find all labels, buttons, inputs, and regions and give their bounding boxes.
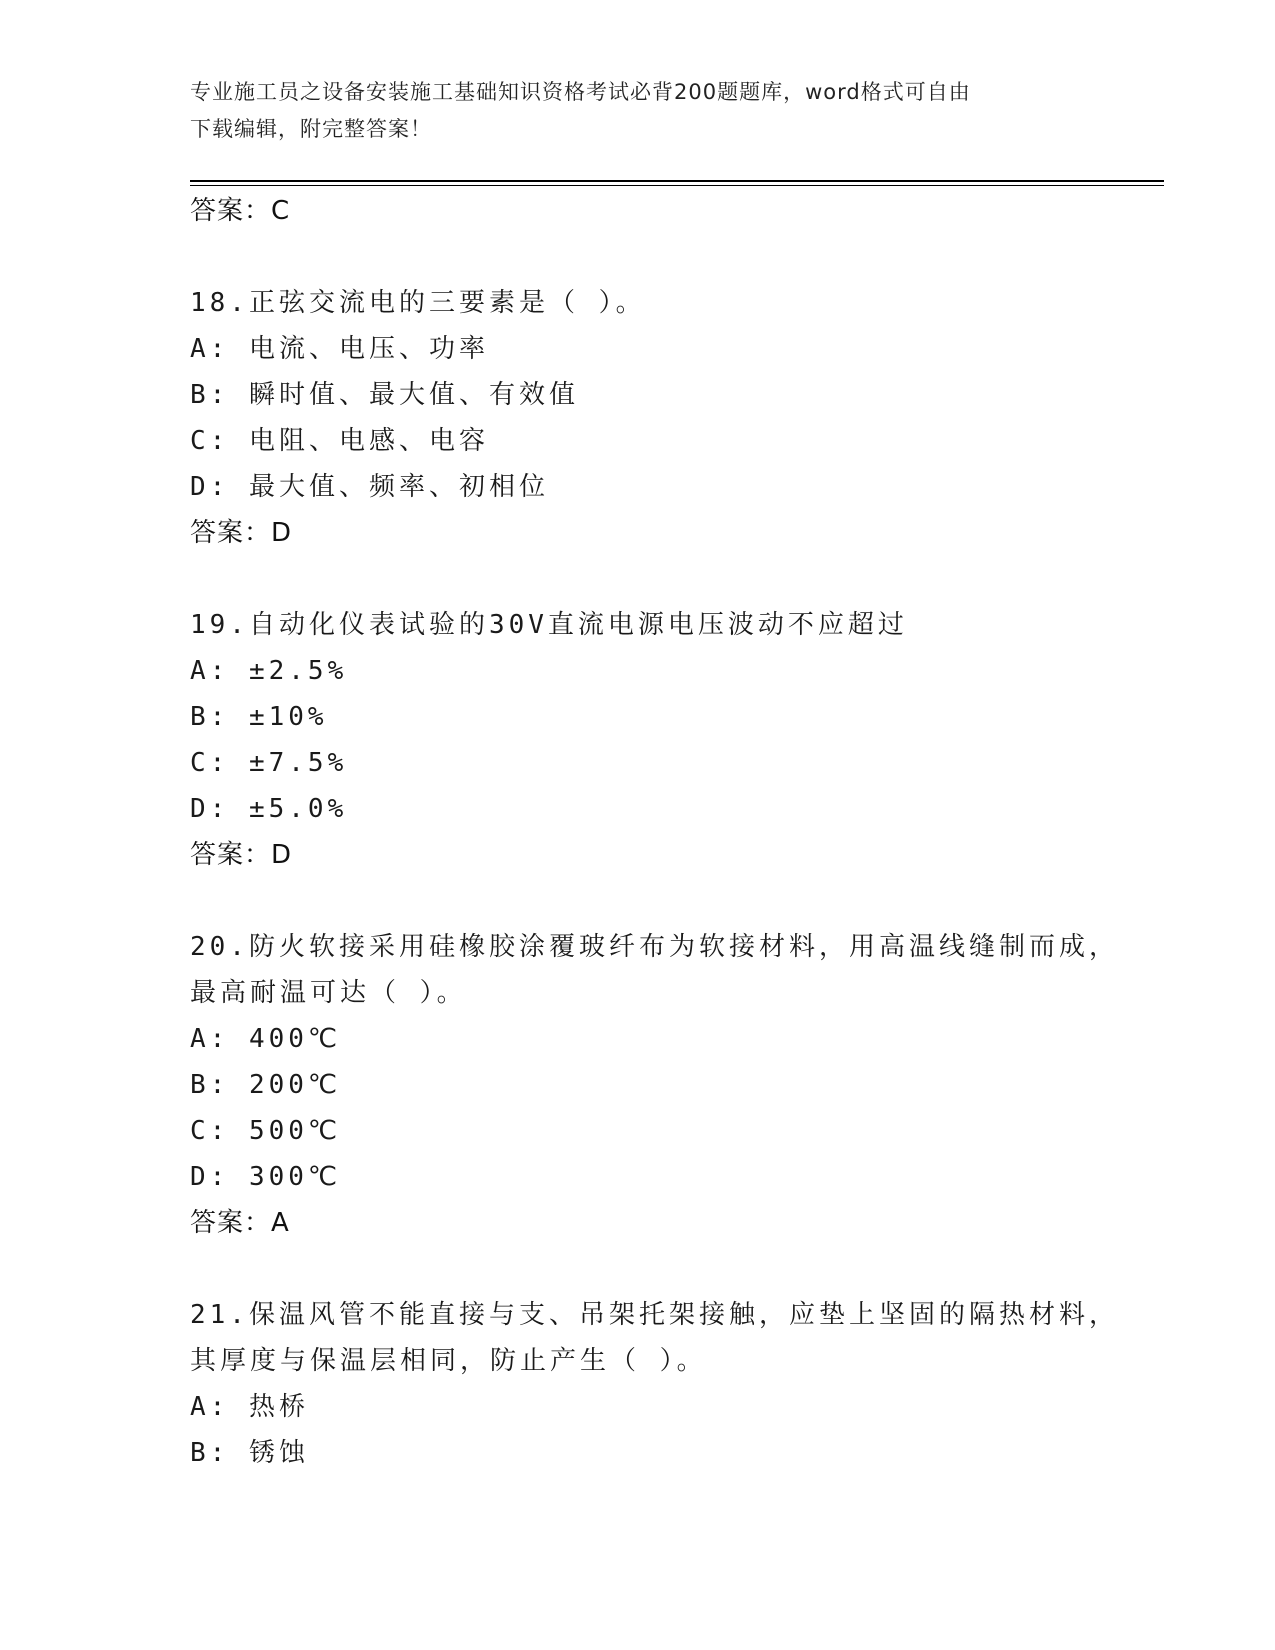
- spacer: [190, 1246, 1090, 1292]
- question-list: [190, 188, 1119, 1476]
- question-stem-line-2: 其厚度与保温层相同，防止产生（ ）。: [190, 1346, 707, 1376]
- header-divider-thin: [190, 185, 1164, 186]
- question-stem: 19.自动化仪表试验的30V直流电源电压波动不应超过: [190, 610, 908, 640]
- question-stem: 18.正弦交流电的三要素是（ ）。: [190, 288, 646, 318]
- question-20: [190, 924, 1119, 1246]
- spacer: [190, 878, 1090, 924]
- question-stem-line-1: 21.保温风管不能直接与支、吊架托架接触，应垫上坚固的隔热材料，: [190, 1300, 1119, 1330]
- question-stem-line-1: 20.防火软接采用硅橡胶涂覆玻纤布为软接材料，用高温线缝制而成，: [190, 932, 1119, 962]
- spacer: [190, 234, 1090, 280]
- header-divider-thick: [190, 180, 1164, 182]
- previous-answer: 答案：C: [190, 196, 291, 226]
- option-b: B: 瞬时值、最大值、有效值: [190, 380, 579, 410]
- option-a: A: 400℃: [190, 1024, 342, 1054]
- option-b: B: ±10%: [190, 702, 328, 732]
- option-d: D: 300℃: [190, 1162, 342, 1192]
- option-c: C: ±7.5%: [190, 748, 348, 778]
- answer: 答案：D: [190, 518, 293, 548]
- answer: 答案：A: [190, 1208, 290, 1238]
- question-21: [190, 1292, 1119, 1476]
- option-c: C: 500℃: [190, 1116, 342, 1146]
- header-line-1: 专业施工员之设备安装施工基础知识资格考试必背200题题库，word格式可自由: [190, 80, 971, 104]
- option-b: B: 锈蚀: [190, 1438, 309, 1468]
- option-a: A: ±2.5%: [190, 656, 348, 686]
- option-c: C: 电阻、电感、电容: [190, 426, 489, 456]
- option-a: A: 电流、电压、功率: [190, 334, 489, 364]
- answer: 答案：D: [190, 840, 293, 870]
- option-d: D: 最大值、频率、初相位: [190, 472, 549, 502]
- question-19: [190, 602, 1090, 878]
- option-d: D: ±5.0%: [190, 794, 348, 824]
- option-b: B: 200℃: [190, 1070, 342, 1100]
- option-a: A: 热桥: [190, 1392, 309, 1422]
- document-header: [190, 74, 1090, 148]
- question-stem-line-2: 最高耐温可达（ ）。: [190, 978, 467, 1008]
- question-18: [190, 280, 1090, 556]
- spacer: [190, 556, 1090, 602]
- header-line-2: 下载编辑，附完整答案！: [190, 117, 432, 141]
